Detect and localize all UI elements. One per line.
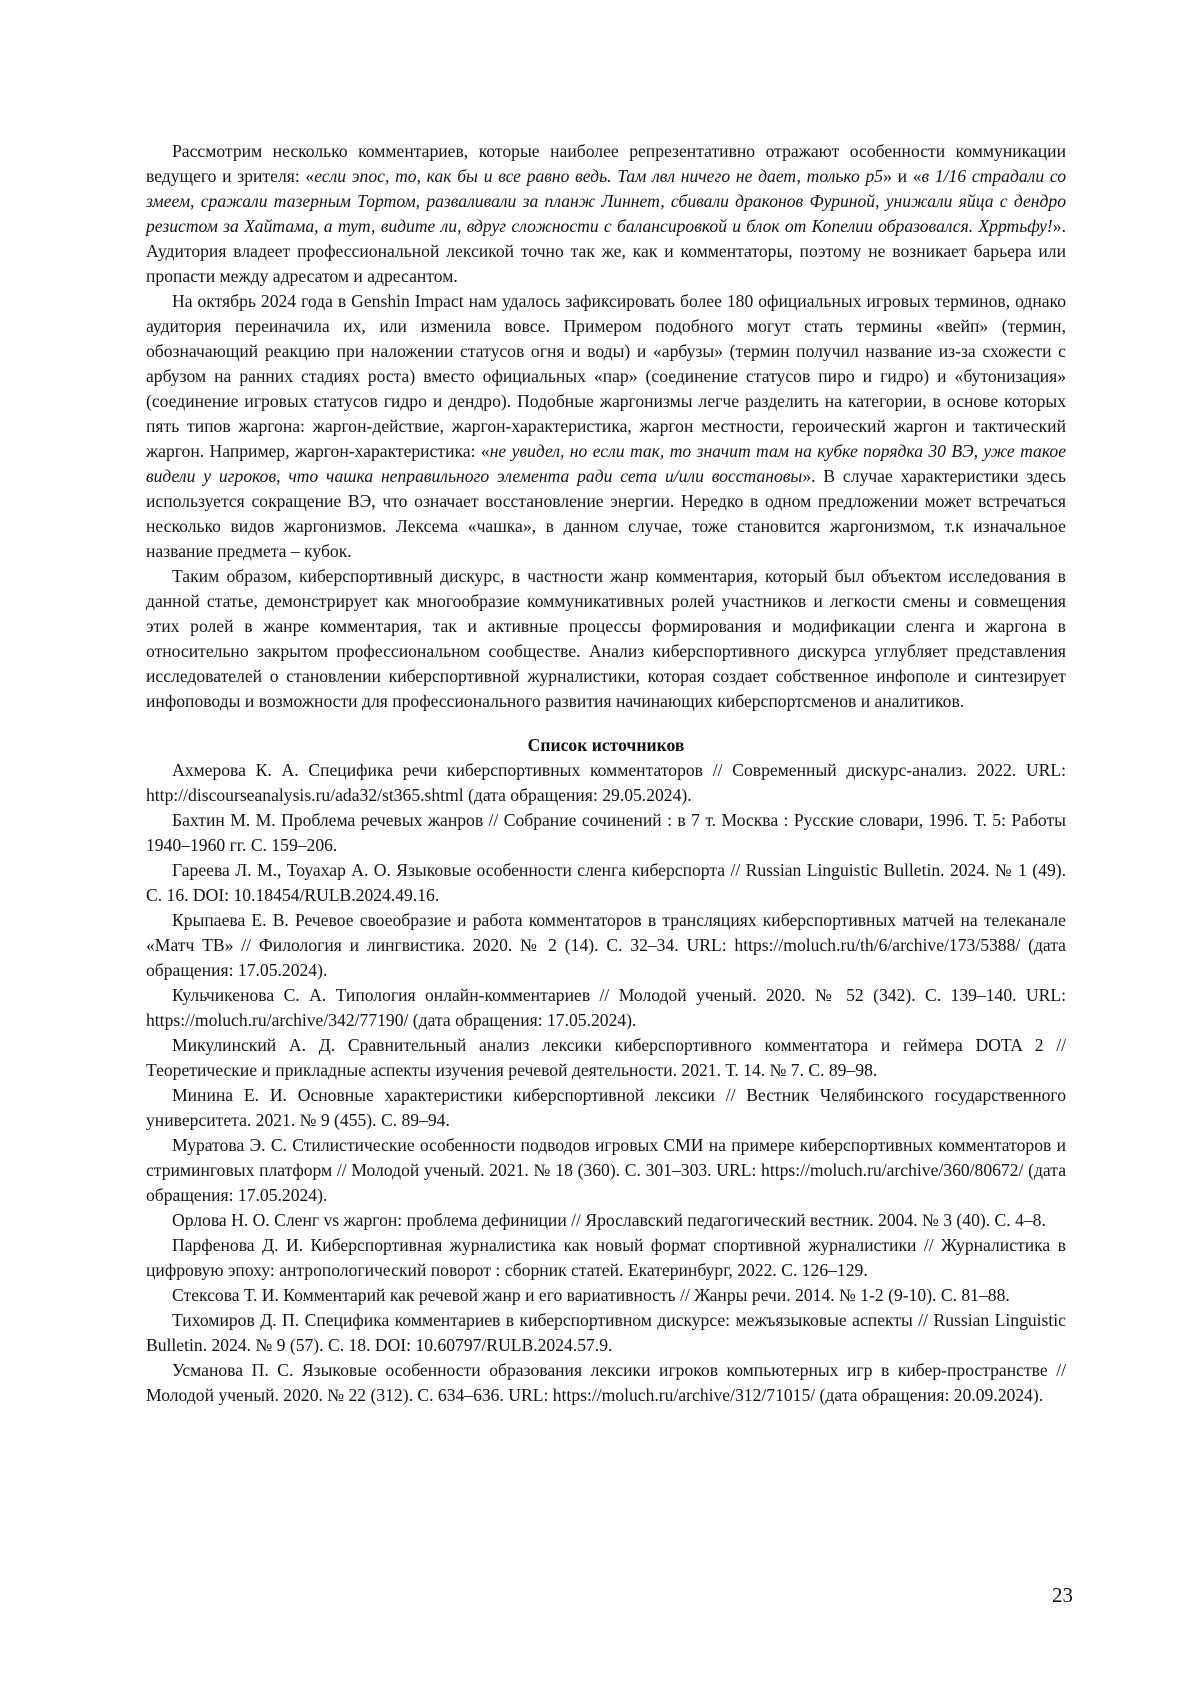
reference-item: Гареева Л. М., Тоуахар А. О. Языковые особенности сленга киберспорта // Russian Linguistic Bulletin. 2024. № 1 (49). С. 16. DOI: 10.18454/RULB.2024.49.16. xyxy=(146,860,1066,905)
reference-item: Муратова Э. С. Стилистические особенности подводов игровых СМИ на примере киберспортивных комментаторов и стриминговых платформ // Молодой ученый. 2021. № 18 (360). С. 301–303. URL: https://moluch.ru/archive/360/80672/ (дата обращения: 17.05.2024). xyxy=(146,1135,1066,1205)
quote-comment-1: если эпос, то, как бы и все равно ведь. Там лвл ничего не дает, только р5 xyxy=(314,166,884,186)
reference-item: Ахмерова К. А. Специфика речи киберспортивных комментаторов // Современный дискурс-анализ. 2022. URL: http://discourseanalysis.ru/ada32/st365.shtml (дата обращения: 29.05.2024). xyxy=(146,760,1066,805)
paragraph-text: » и « xyxy=(883,166,922,186)
paragraph-text: ». Аудитория владеет профессиональной лексикой точно так же, как и комментаторы, поэтому не возникает барьера или пропасти между адресатом и адресантом. xyxy=(146,216,1066,286)
reference-item: Минина Е. И. Основные характеристики киберспортивной лексики // Вестник Челябинского государственного университета. 2021. № 9 (455). С. 89–94. xyxy=(146,1085,1066,1130)
reference-item: Усманова П. С. Языковые особенности образования лексики игроков компьютерных игр в кибер-пространстве // Молодой ученый. 2020. № 22 (312). С. 634–636. URL: https://moluch.ru/archive/312/71015/ (дата обращения: 20.09.2024). xyxy=(146,1360,1066,1405)
references-list xyxy=(146,758,1066,1408)
paragraph-conclusion: Таким образом, киберспортивный дискурс, в частности жанр комментария, который был объектом исследования в данной статье, демонстрирует как многообразие коммуникативных ролей участников и легкости смены и совмещения этих ролей в жанре комментария, так и активные процессы формирования и модификации сленга и жаргона в относительно закрытом профессиональном сообществе. Анализ киберспортивного дискурса углубляет представления исследователей о становлении киберспортивной журналистики, которая создает собственное инфополе и синтезирует инфоповоды и возможности для профессионального развития начинающих киберспортсменов и аналитиков. xyxy=(146,566,1066,711)
quote-jargon-example: не увидел, но если так, то значит там на кубке порядка 30 ВЭ, уже такое видели у игроков, что чашка неправильного элемента ради сета и/или восстановы xyxy=(146,441,1067,486)
quote-comment-2: в 1/16 страдали со змеем, сражали тазерным Тортом, разваливали за планж Линнет, сбивали драконов Фуриной, унижали яйца с дендро резистом за Хайтама, а тут, видите ли, вдруг сложности с балансировкой и блок от Копелии образовался. Хрртьфу! xyxy=(146,166,1066,236)
paragraph-jargon xyxy=(146,289,1066,564)
paragraph-text: На октябрь 2024 года в Genshin Impact нам удалось зафиксировать более 180 официальных игровых терминов, однако аудитория переиначила их, или изменила вовсе. Примером подобного могут стать термины «вейп» (термин, обозначающий реакцию при наложении статусов огня и воды) и «арбузы» (термин получил название из-за схожести с арбузом на ранних стадиях роста) вместо официальных «пар» (соединение статусов пиро и гидро) и «бутонизация» (соединение игровых статусов гидро и дендро). Подобные жаргонизмы легче разделить на категории, в основе которых пять типов жаргона: жаргон-действие, жаргон-характеристика, жаргон местности, героический жаргон и тактический жаргон. Например, жаргон-характеристика: « xyxy=(146,291,1066,461)
reference-item: Бахтин М. М. Проблема речевых жанров // Собрание сочинений : в 7 т. Москва : Русские словари, 1996. Т. 5: Работы 1940–1960 гг. С. 159–206. xyxy=(146,810,1066,855)
reference-item: Орлова Н. О. Сленг vs жаргон: проблема дефиниции // Ярославский педагогический вестник. 2004. № 3 (40). С. 4–8. xyxy=(172,1210,1046,1230)
page-number: 23 xyxy=(1052,1583,1073,1607)
references-heading: Список источников xyxy=(527,735,685,755)
reference-item: Тихомиров Д. П. Специфика комментариев в киберспортивном дискурсе: межъязыковые аспекты // Russian Linguistic Bulletin. 2024. № 9 (57). С. 18. DOI: 10.60797/RULB.2024.57.9. xyxy=(146,1310,1066,1355)
paragraph-text: ». В случае характеристики здесь используется сокращение ВЭ, что означает восстановление энергии. Нередко в одном предложении может встречаться несколько видов жаргонизмов. Лексема «чашка», в данном случае, тоже становится жаргонизмом, т.к изначальное название предмета – кубок. xyxy=(146,466,1066,561)
reference-item: Крыпаева Е. В. Речевое своеобразие и работа комментаторов в трансляциях киберспортивных матчей на телеканале «Матч ТВ» // Филология и лингвистика. 2020. № 2 (14). С. 32–34. URL: https://moluch.ru/th/6/archive/173/5388/ (дата обращения: 17.05.2024). xyxy=(146,910,1066,980)
reference-item: Стексова Т. И. Комментарий как речевой жанр и его вариативность // Жанры речи. 2014. № 1-2 (9-10). С. 81–88. xyxy=(172,1285,1010,1305)
reference-item: Парфенова Д. И. Киберспортивная журналистика как новый формат спортивной журналистики // Журналистика в цифровую эпоху: антропологический поворот : сборник статей. Екатеринбург, 2022. С. 126–129. xyxy=(146,1235,1066,1280)
reference-item: Микулинский А. Д. Сравнительный анализ лексики киберспортивного комментатора и геймера DOTA 2 // Теоретические и прикладные аспекты изучения речевой деятельности. 2021. Т. 14. № 7. С. 89–98. xyxy=(146,1035,1066,1080)
paragraph-text: Рассмотрим несколько комментариев, которые наиболее репрезентативно отражают особенности коммуникации ведущего и зрителя: « xyxy=(146,141,1066,186)
paragraph-comments xyxy=(146,139,1066,289)
reference-item: Кульчикенова С. А. Типология онлайн-комментариев // Молодой ученый. 2020. № 52 (342). С. 139–140. URL: https://moluch.ru/archive/342/77190/ (дата обращения: 17.05.2024). xyxy=(146,985,1066,1030)
article-body xyxy=(146,139,1066,1408)
